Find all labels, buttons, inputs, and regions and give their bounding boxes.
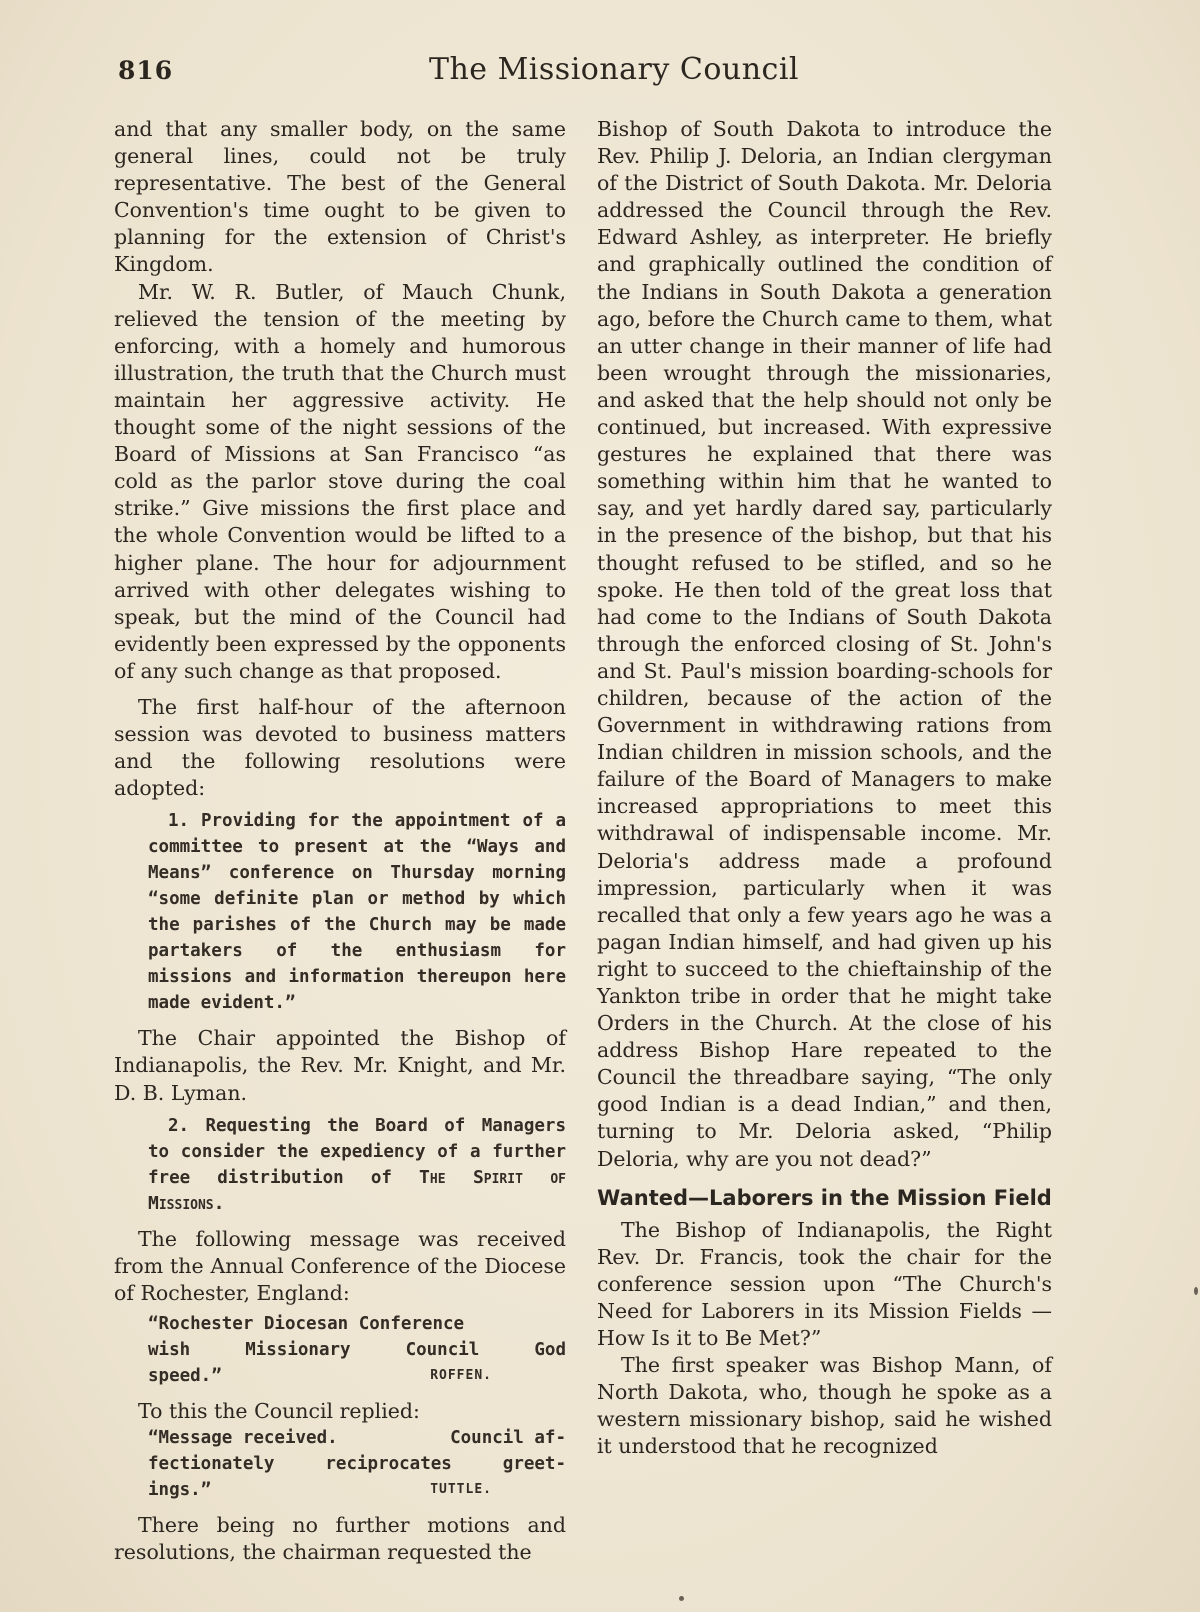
quote-word: wish [148, 1339, 191, 1360]
signature: TUTTLE. [430, 1482, 492, 1497]
left-column [114, 116, 566, 1566]
paragraph: The first speaker was Bishop Mann, of North Dakota, who, though he spoke as a western missionary bishop, said he wished it understood that he recognized [597, 1353, 1052, 1459]
resolution-text: 2. Requesting the Board of Managers to consider the expediency of a further free distribution of [148, 1115, 566, 1188]
paragraph: The Bishop of Indianapolis, the Right Rev. Dr. Francis, took the chair for the conference session upon “The Church's Need for Laborers in its Mission Fields —How Is it to Be Met?” [597, 1217, 1052, 1351]
publication-title: The Spirit of Missions. [148, 1166, 566, 1214]
resolution-1 [148, 808, 566, 1016]
paragraph: The first half-hour of the afternoon session was devoted to business matters and the following resolutions were adopted: [114, 694, 566, 801]
paragraph: The Chair appointed the Bishop of Indianapolis, the Rev. Mr. Knight, and Mr. D. B. Lyman. [114, 1026, 566, 1105]
signature: ROFFEN. [430, 1367, 492, 1383]
quote-word: speed.” [148, 1365, 222, 1386]
quote-word: Council af- [450, 1428, 566, 1448]
paragraph: Mr. W. R. Butler, of Mauch Chunk, relieved the tension of the meeting by enforcing, with a homely and humorous illustration, the truth that the Church must maintain her aggressive activity. He thought some of the night sessions of the Board of Missions at San Francisco “as cold as the parlor stove during the coal strike.” Give missions the first place and the whole Convention would be lifted to a higher plane. The hour for adjournment arrived with other delegates wishing to speak, but the mind of the Council had evidently been expressed by the opponents of any such change as that proposed. [114, 279, 566, 683]
quote-word: fectionately [148, 1454, 275, 1474]
quote-line [148, 1337, 566, 1363]
paragraph: There being no further motions and resolutions, the chairman requested the [114, 1513, 566, 1565]
quote-word: Council [405, 1339, 480, 1360]
quote-word: reciprocates [325, 1454, 452, 1474]
quote-line [148, 1477, 566, 1503]
council-reply [148, 1425, 566, 1503]
paragraph: Bishop of South Dakota to introduce the Rev. Philip J. Deloria, an Indian clergyman of the District of South Dakota. Mr. Deloria addressed the Council through the Rev. Edward Ashley, as interpreter. He briefly and graphically outlined the condition of the Indians in South Dakota a generation ago, before the Church came to them, what an utter change in their manner of life had been wrought through the missionaries, and asked that the help should not only be continued, but increased. With expressive gestures he explained that there was something within him that he wanted to say, and yet hardly dared say, particularly in the presence of the bishop, but that his thought refused to be stifled, and so he spoke. He then told of the great loss that had come to the Indians of South Dakota through the enforced closing of St. John's and St. Paul's mission boarding-schools for children, because of the action of the Government in withdrawing rations from Indian children in mission schools, and the failure of the Board of Managers to make increased appropriations to meet this withdrawal of indispensable income. Mr. Deloria's address made a profound impression, particularly when it was recalled that only a few years ago he was a pagan Indian himself, and had given up his right to succeed to the chieftainship of the Yankton tribe in order that he might take Orders in the Church. At the close of his address Bishop Hare repeated to the Council the threadbare saying, “The only good Indian is a dead Indian,” and then, turning to Mr. Deloria asked, “Philip Deloria, why are you not dead?” [597, 117, 1052, 1171]
paragraph: To this the Council replied: [138, 1398, 420, 1423]
quote-line [148, 1425, 566, 1451]
quote-line [148, 1451, 566, 1477]
quote-line [148, 1363, 566, 1389]
resolution-text: 1. Providing for the appointment of a committee to present at the “Ways and Means” conference on Thursday morning “some definite plan or method by which the parishes of the Church may be made partakers of the enthusiasm for missions and information thereupon here made evident.” [148, 811, 566, 1014]
paragraph: The following message was received from the Annual Conference of the Diocese of Rochester, England: [114, 1226, 566, 1305]
quote-word: “Message received. [148, 1428, 338, 1448]
quote-word: Missionary [245, 1339, 351, 1360]
ink-speck [1194, 1287, 1198, 1295]
quote-word: God [534, 1339, 566, 1360]
running-title: The Missionary Council [428, 52, 800, 87]
rochester-message [148, 1311, 566, 1389]
paragraph: and that any smaller body, on the same general lines, could not be truly representative. The best of the General Convention's time ought to be given to planning for the extension of Christ's Kingdom. [114, 117, 566, 277]
quote-word: greet- [502, 1454, 566, 1474]
page-number: 816 [118, 56, 174, 85]
page-header [118, 50, 1050, 100]
section-heading: Wanted—Laborers in the Mission Field [597, 1185, 1052, 1210]
resolution-2 [148, 1113, 566, 1217]
right-column [597, 116, 1052, 1461]
ink-speck [679, 1596, 684, 1601]
quote-word: ings.” [148, 1480, 212, 1500]
quote-line: “Rochester Diocesan Conference [148, 1313, 465, 1334]
